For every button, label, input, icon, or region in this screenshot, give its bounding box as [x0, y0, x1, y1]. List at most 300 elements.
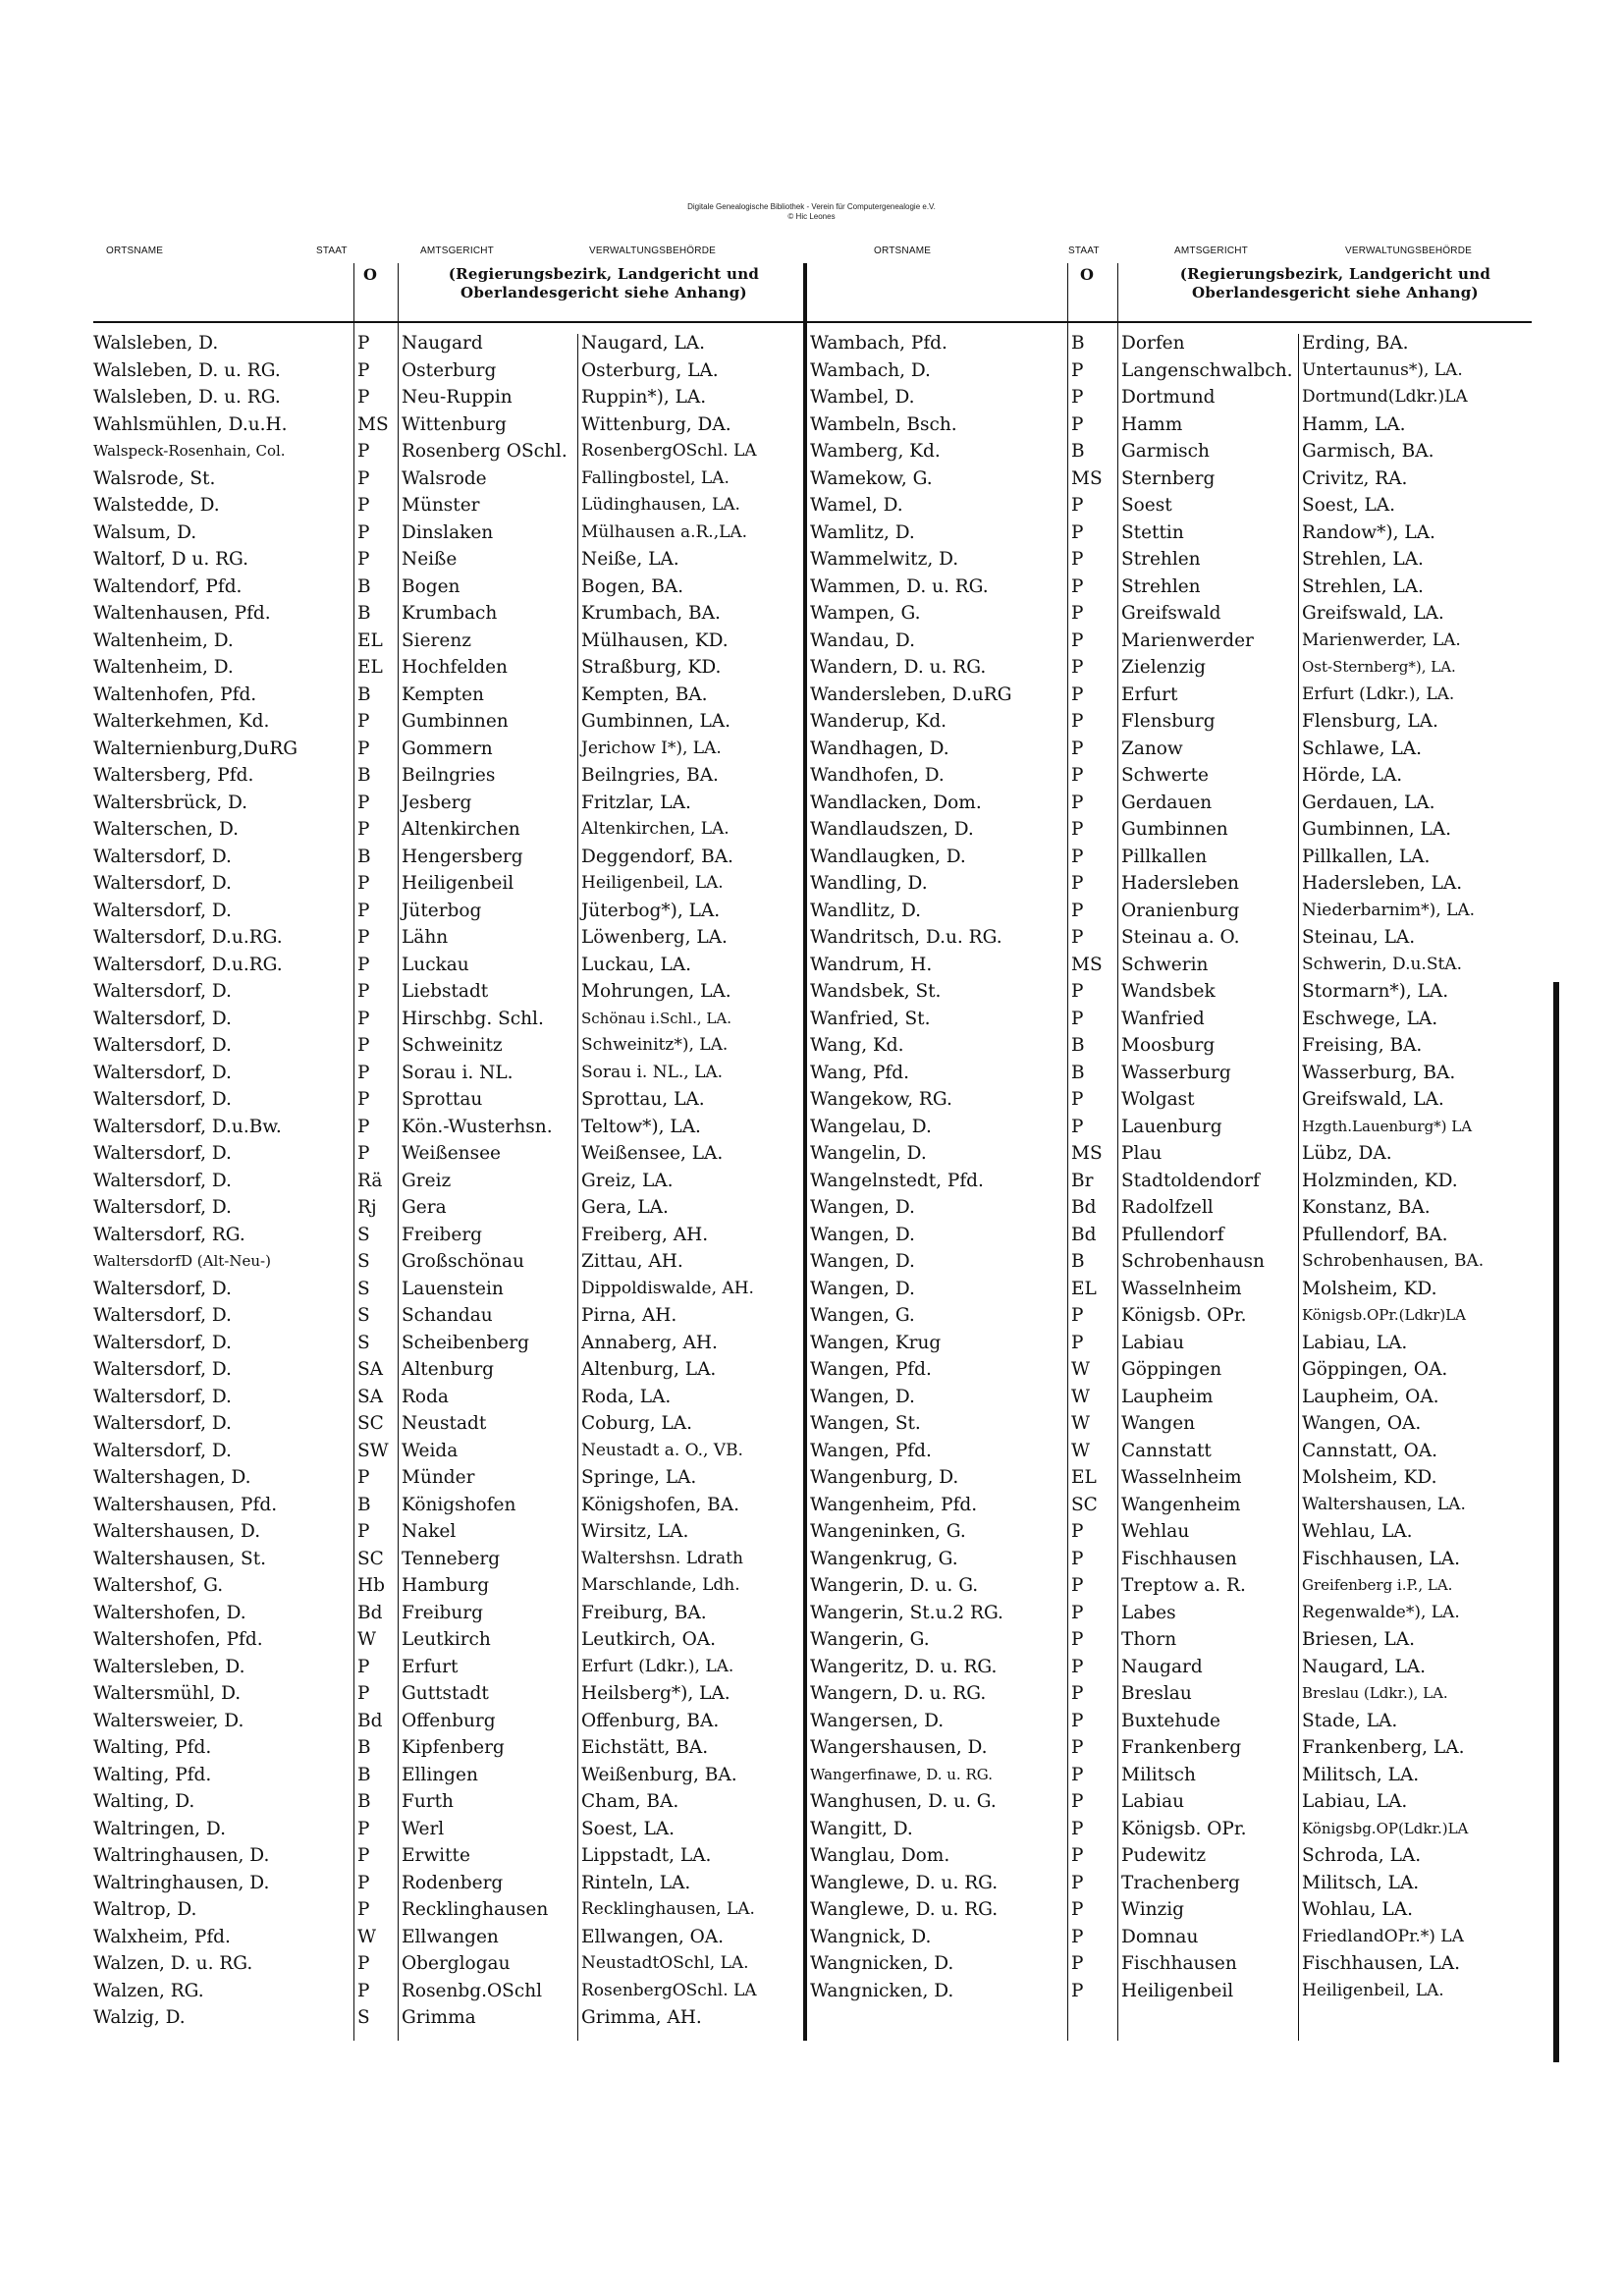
cell-ortsname: Waltersweier, D.	[93, 1710, 244, 1731]
table-row	[93, 1680, 801, 1708]
cell-staat: P	[357, 900, 370, 921]
cell-staat: P	[1071, 765, 1084, 786]
cell-staat: P	[357, 738, 370, 759]
cell-staat: P	[1071, 575, 1084, 597]
cell-verwaltung: Flensburg, LA.	[1302, 711, 1438, 732]
cell-amtsgericht: Freiberg	[402, 1224, 483, 1245]
cell-staat: W	[1071, 1440, 1091, 1461]
cell-ortsname: Waltersdorf, D.	[93, 1332, 232, 1353]
credit-line-2: © Hic Leones	[787, 212, 836, 221]
cell-staat: SC	[1071, 1494, 1098, 1515]
cell-verwaltung: Mülhausen, KD.	[581, 629, 729, 651]
subheader-note-line-2: Oberlandesgericht siehe Anhang)	[460, 284, 747, 301]
cell-staat: P	[357, 1980, 370, 2001]
cell-verwaltung: Eichstätt, BA.	[581, 1737, 709, 1758]
cell-verwaltung: FriedlandOPr.*) LA	[1302, 1926, 1464, 1946]
cell-staat: P	[357, 792, 370, 813]
cell-ortsname: Wangnicken, D.	[810, 1953, 954, 1974]
table-row	[93, 1032, 801, 1060]
table-row	[810, 816, 1530, 844]
cell-staat: P	[1071, 1521, 1084, 1542]
header-verwaltung-left: VERWALTUNGSBEHÖRDE	[589, 246, 716, 256]
cell-amtsgericht: Nakel	[402, 1521, 457, 1542]
cell-verwaltung: Krumbach, BA.	[581, 603, 721, 624]
cell-ortsname: Waltersdorf, D.	[93, 1170, 232, 1191]
cell-staat: P	[357, 954, 370, 975]
cell-amtsgericht: Kempten	[402, 683, 484, 705]
cell-ortsname: Waltershausen, D.	[93, 1521, 261, 1542]
table-row	[810, 1626, 1530, 1654]
cell-verwaltung: Lübz, DA.	[1302, 1143, 1392, 1164]
cell-verwaltung: Weißensee, LA.	[581, 1143, 724, 1164]
cell-staat: EL	[357, 629, 383, 651]
subheader-note-line-1: (Regierungsbezirk, Landgericht und	[448, 265, 760, 283]
cell-verwaltung: Stade, LA.	[1302, 1710, 1398, 1731]
cell-staat: S	[357, 1278, 370, 1299]
cell-staat: P	[1071, 521, 1084, 543]
cell-staat: SC	[357, 1413, 384, 1434]
staat-symbol-right: O	[1080, 265, 1094, 284]
table-row	[93, 682, 801, 709]
cell-verwaltung: Regenwalde*), LA.	[1302, 1602, 1460, 1622]
cell-amtsgericht: Dinslaken	[402, 521, 494, 543]
cell-ortsname: Waltersdorf, D.	[93, 1062, 232, 1083]
cell-staat: MS	[357, 413, 389, 435]
table-row	[810, 1438, 1530, 1465]
cell-verwaltung: Leutkirch, OA.	[581, 1629, 716, 1650]
table-row	[810, 1330, 1530, 1357]
table-row	[93, 654, 801, 682]
cell-verwaltung: Wangen, OA.	[1302, 1413, 1422, 1434]
cell-amtsgericht: Fischhausen	[1121, 1953, 1237, 1974]
cell-verwaltung: Lippstadt, LA.	[581, 1845, 712, 1866]
cell-ortsname: Wangerin, St.u.2 RG.	[810, 1602, 1003, 1623]
cell-verwaltung: Jüterbog*), LA.	[581, 900, 721, 921]
cell-verwaltung: Greiz, LA.	[581, 1170, 674, 1191]
cell-amtsgericht: Hamm	[1121, 413, 1183, 435]
table-row	[93, 411, 801, 439]
cell-amtsgericht: Pudewitz	[1121, 1845, 1207, 1866]
cell-staat: P	[357, 387, 370, 408]
table-row	[93, 1924, 801, 1951]
cell-staat: B	[357, 603, 371, 624]
cell-staat: P	[1071, 1710, 1084, 1731]
cell-staat: B	[1071, 1251, 1085, 1272]
cell-ortsname: Wandau, D.	[810, 629, 915, 651]
cell-amtsgericht: Radolfzell	[1121, 1197, 1214, 1218]
table-row	[93, 546, 801, 574]
cell-ortsname: Wanglewe, D. u. RG.	[810, 1899, 999, 1920]
cell-verwaltung: Jerichow I*), LA.	[581, 738, 722, 758]
cell-amtsgericht: Königshofen	[402, 1494, 516, 1515]
cell-ortsname: Wanglewe, D. u. RG.	[810, 1872, 999, 1893]
cell-ortsname: Wandrum, H.	[810, 954, 933, 975]
cell-staat: S	[357, 1251, 370, 1272]
cell-ortsname: Wangen, Pfd.	[810, 1359, 932, 1380]
cell-ortsname: Waltershagen, D.	[93, 1467, 251, 1488]
cell-verwaltung: Greifswald, LA.	[1302, 603, 1444, 624]
cell-amtsgericht: Wandsbek	[1121, 981, 1216, 1002]
cell-staat: S	[357, 2007, 370, 2028]
table-row	[93, 1438, 801, 1465]
cell-amtsgericht: Laupheim	[1121, 1386, 1214, 1407]
table-row	[810, 492, 1530, 519]
cell-verwaltung: Schlawe, LA.	[1302, 738, 1422, 759]
cell-amtsgericht: Schwerte	[1121, 765, 1209, 786]
cell-ortsname: Wang, Pfd.	[810, 1062, 909, 1083]
cell-ortsname: Waltersberg, Pfd.	[93, 765, 254, 786]
cell-ortsname: Wangnick, D.	[810, 1926, 932, 1947]
cell-verwaltung: Neiße, LA.	[581, 549, 679, 570]
cell-verwaltung: Waltershsn. Ldrath	[581, 1548, 743, 1568]
cell-staat: P	[1071, 549, 1084, 570]
cell-amtsgericht: Steinau a. O.	[1121, 927, 1240, 948]
cell-staat: P	[357, 1143, 370, 1164]
cell-amtsgericht: Naugard	[402, 333, 483, 354]
table-row	[93, 1762, 801, 1789]
cell-verwaltung: RosenbergOSchl. LA	[581, 441, 757, 461]
cell-verwaltung: Offenburg, BA.	[581, 1710, 720, 1731]
cell-ortsname: Wangenkrug, G.	[810, 1548, 958, 1569]
table-row	[93, 816, 801, 844]
cell-verwaltung: Ellwangen, OA.	[581, 1926, 724, 1947]
cell-staat: P	[1071, 1791, 1084, 1812]
cell-verwaltung: Crivitz, RA.	[1302, 467, 1408, 489]
table-row	[810, 384, 1530, 411]
table-row	[93, 924, 801, 952]
cell-ortsname: Waltersdorf, D.	[93, 846, 232, 867]
cell-ortsname: Waltersdorf, D.	[93, 981, 232, 1002]
cell-verwaltung: Bogen, BA.	[581, 575, 684, 597]
cell-verwaltung: Ost-Sternberg*), LA.	[1302, 658, 1456, 676]
cell-ortsname: Wangershausen, D.	[810, 1737, 988, 1758]
cell-verwaltung: Schrobenhausen, BA.	[1302, 1251, 1485, 1271]
cell-ortsname: Waltersdorf, D.	[93, 1359, 232, 1380]
cell-amtsgericht: Treptow a. R.	[1121, 1575, 1246, 1596]
cell-amtsgericht: Freiburg	[402, 1602, 483, 1623]
cell-verwaltung: Deggendorf, BA.	[581, 846, 733, 867]
cell-amtsgericht: Langenschwalbch.	[1121, 359, 1293, 381]
cell-ortsname: Waltershausen, St.	[93, 1548, 267, 1569]
cell-verwaltung: Molsheim, KD.	[1302, 1278, 1437, 1299]
cell-amtsgericht: Dorfen	[1121, 333, 1185, 354]
cell-ortsname: Wandlacken, Dom.	[810, 792, 982, 813]
cell-staat: Rä	[357, 1170, 383, 1191]
cell-verwaltung: Springe, LA.	[581, 1467, 697, 1488]
cell-amtsgericht: Schwerin	[1121, 954, 1209, 975]
cell-amtsgericht: Wangen	[1121, 1413, 1196, 1434]
table-row	[93, 1950, 801, 1978]
cell-verwaltung: Mohrungen, LA.	[581, 981, 731, 1002]
cell-ortsname: Walternienburg,DuRG	[93, 738, 298, 759]
cell-verwaltung: Molsheim, KD.	[1302, 1467, 1437, 1488]
cell-amtsgericht: Greiz	[402, 1170, 452, 1191]
cell-verwaltung: Wohlau, LA.	[1302, 1899, 1413, 1920]
table-row	[810, 519, 1530, 547]
cell-amtsgericht: Großschönau	[402, 1251, 524, 1272]
cell-staat: P	[357, 1116, 370, 1137]
cell-amtsgericht: Rosenbg.OSchl	[402, 1980, 543, 2001]
table-row	[93, 1572, 801, 1600]
table-row	[93, 1546, 801, 1573]
cell-verwaltung: Wasserburg, BA.	[1302, 1062, 1456, 1083]
table-row	[810, 1924, 1530, 1951]
cell-ortsname: Waltersdorf, D.	[93, 1143, 232, 1164]
cell-ortsname: Wamel, D.	[810, 495, 903, 516]
cell-ortsname: Waltorf, D u. RG.	[93, 549, 249, 570]
table-row	[810, 1248, 1530, 1276]
cell-staat: Bd	[357, 1602, 383, 1623]
cell-ortsname: Wangelin, D.	[810, 1143, 927, 1164]
table-row	[93, 1734, 801, 1762]
cell-verwaltung: Königsb.OPr.(Ldkr)LA	[1302, 1306, 1466, 1324]
cell-amtsgericht: Oranienburg	[1121, 900, 1240, 921]
table-row	[93, 790, 801, 817]
cell-amtsgericht: Furth	[402, 1791, 454, 1812]
cell-ortsname: Wangenburg, D.	[810, 1467, 959, 1488]
cell-staat: SA	[357, 1386, 384, 1407]
cell-ortsname: Wangerin, G.	[810, 1629, 930, 1650]
cell-amtsgericht: Schrobenhausn	[1121, 1251, 1265, 1272]
cell-verwaltung: Greifswald, LA.	[1302, 1089, 1444, 1110]
cell-staat: P	[1071, 981, 1084, 1002]
table-row	[93, 1140, 801, 1168]
cell-verwaltung: RosenbergOSchl. LA	[581, 1980, 757, 2000]
cell-verwaltung: Gumbinnen, LA.	[581, 711, 730, 732]
cell-ortsname: Waltersmühl, D.	[93, 1683, 242, 1704]
cell-verwaltung: Recklinghausen, LA.	[581, 1899, 755, 1919]
cell-amtsgericht: Schandau	[402, 1305, 493, 1326]
cell-staat: Bd	[1071, 1197, 1097, 1218]
cell-ortsname: Wangitt, D.	[810, 1818, 913, 1839]
cell-ortsname: Wangerin, D. u. G.	[810, 1575, 979, 1596]
cell-staat: S	[357, 1224, 370, 1245]
cell-amtsgericht: Stettin	[1121, 521, 1184, 543]
cell-amtsgericht: Recklinghausen	[402, 1899, 549, 1920]
cell-staat: P	[1071, 1953, 1084, 1974]
cell-staat: P	[357, 981, 370, 1002]
cell-amtsgericht: Jüterbog	[402, 900, 482, 921]
cell-staat: EL	[1071, 1278, 1097, 1299]
cell-ortsname: Wahlsmühlen, D.u.H.	[93, 413, 288, 435]
cell-staat: P	[1071, 359, 1084, 381]
cell-amtsgericht: Domnau	[1121, 1926, 1199, 1947]
table-row	[93, 1302, 801, 1330]
cell-ortsname: Wangerfinawe, D. u. RG.	[810, 1765, 993, 1783]
cell-amtsgericht: Münster	[402, 495, 480, 516]
cell-amtsgericht: Göppingen	[1121, 1359, 1222, 1380]
cell-amtsgericht: Walsrode	[402, 467, 487, 489]
cell-verwaltung: Zittau, AH.	[581, 1251, 683, 1272]
table-row	[93, 1194, 801, 1222]
table-row	[810, 1032, 1530, 1060]
cell-staat: P	[1071, 1764, 1084, 1785]
cell-staat: Rj	[357, 1197, 377, 1218]
cell-staat: W	[1071, 1386, 1091, 1407]
table-row	[93, 1870, 801, 1897]
cell-ortsname: Wangen, Pfd.	[810, 1440, 932, 1461]
cell-verwaltung: Hamm, LA.	[1302, 413, 1406, 435]
staat-symbol-left: O	[363, 265, 377, 284]
cell-amtsgericht: Gumbinnen	[402, 711, 509, 732]
cell-staat: P	[1071, 1116, 1084, 1137]
cell-amtsgericht: Garmisch	[1121, 441, 1210, 462]
cell-ortsname: WaltersdorfD (Alt-Neu-)	[93, 1252, 271, 1270]
cell-staat: P	[357, 495, 370, 516]
cell-ortsname: Waltenhausen, Pfd.	[93, 603, 271, 624]
table-row	[810, 1680, 1530, 1708]
cell-ortsname: Waltringhausen, D.	[93, 1872, 270, 1893]
cell-amtsgericht: Altenkirchen	[402, 819, 520, 840]
cell-ortsname: Wangelnstedt, Pfd.	[810, 1170, 984, 1191]
cell-ortsname: Walterschen, D.	[93, 819, 240, 840]
cell-amtsgericht: Sprottau	[402, 1089, 483, 1110]
cell-staat: P	[1071, 1926, 1084, 1947]
cell-amtsgericht: Erfurt	[1121, 683, 1178, 705]
cell-verwaltung: Fritzlar, LA.	[581, 792, 691, 813]
cell-verwaltung: Frankenberg, LA.	[1302, 1737, 1465, 1758]
table-row	[93, 1060, 801, 1087]
cell-verwaltung: Soest, LA.	[1302, 495, 1395, 516]
cell-staat: P	[1071, 1737, 1084, 1758]
cell-verwaltung: Königsbg.OP(Ldkr.)LA	[1302, 1819, 1469, 1837]
cell-ortsname: Waltersdorf, D.	[93, 873, 232, 894]
cell-staat: P	[1071, 927, 1084, 948]
cell-amtsgericht: Wasselnheim	[1121, 1278, 1242, 1299]
cell-ortsname: Wambach, D.	[810, 359, 931, 381]
cell-amtsgericht: Hengersberg	[402, 846, 523, 867]
cell-amtsgericht: Wittenburg	[402, 413, 507, 435]
table-row	[93, 438, 801, 465]
table-row	[93, 384, 801, 411]
cell-amtsgericht: Heiligenbeil	[1121, 1980, 1234, 2001]
cell-ortsname: Wanglau, Dom.	[810, 1845, 950, 1866]
cell-staat: P	[357, 1062, 370, 1083]
cell-ortsname: Walsrode, St.	[93, 467, 216, 489]
cell-ortsname: Wamekow, G.	[810, 467, 933, 489]
cell-ortsname: Wangen, D.	[810, 1251, 915, 1272]
cell-verwaltung: Konstanz, BA.	[1302, 1197, 1431, 1218]
table-row	[810, 1788, 1530, 1816]
cell-staat: B	[357, 575, 371, 597]
cell-ortsname: Walsleben, D.	[93, 333, 219, 354]
cell-amtsgericht: Jesberg	[402, 792, 472, 813]
cell-ortsname: Wangenheim, Pfd.	[810, 1494, 978, 1515]
table-row	[810, 1222, 1530, 1249]
table-row	[810, 708, 1530, 736]
table-row	[93, 1816, 801, 1843]
cell-ortsname: Wandhagen, D.	[810, 738, 949, 759]
cell-amtsgericht: Frankenberg	[1121, 1737, 1242, 1758]
table-row	[810, 870, 1530, 898]
cell-staat: B	[357, 1764, 371, 1785]
cell-verwaltung: Hadersleben, LA.	[1302, 873, 1463, 894]
table-row	[93, 1276, 801, 1303]
cell-ortsname: Walspeck-Rosenhain, Col.	[93, 442, 286, 460]
cell-ortsname: Waltershofen, Pfd.	[93, 1629, 263, 1650]
cell-ortsname: Wammen, D. u. RG.	[810, 575, 989, 597]
table-row	[810, 1654, 1530, 1681]
cell-amtsgericht: Oberglogau	[402, 1953, 511, 1974]
cell-amtsgericht: Pillkallen	[1121, 846, 1208, 867]
table-row	[93, 1842, 801, 1870]
cell-amtsgericht: Zielenzig	[1121, 657, 1207, 678]
cell-ortsname: Wandhofen, D.	[810, 765, 945, 786]
cell-amtsgericht: Neustadt	[402, 1413, 487, 1434]
cell-verwaltung: Labiau, LA.	[1302, 1791, 1408, 1812]
cell-staat: P	[357, 1467, 370, 1488]
cell-ortsname: Waltenheim, D.	[93, 629, 234, 651]
cell-amtsgericht: Strehlen	[1121, 549, 1201, 570]
table-row	[93, 1788, 801, 1816]
cell-verwaltung: Beilngries, BA.	[581, 765, 719, 786]
cell-ortsname: Wamlitz, D.	[810, 521, 915, 543]
cell-amtsgericht: Roda	[402, 1386, 449, 1407]
cell-verwaltung: Gerdauen, LA.	[1302, 792, 1435, 813]
cell-amtsgericht: Strehlen	[1121, 575, 1201, 597]
cell-staat: P	[1071, 846, 1084, 867]
table-row	[93, 357, 801, 385]
cell-verwaltung: NeustadtOSchl, LA.	[581, 1953, 749, 1973]
cell-ortsname: Walsleben, D. u. RG.	[93, 359, 281, 381]
cell-staat: P	[1071, 629, 1084, 651]
subheader-note-right	[1129, 265, 1542, 302]
table-row	[810, 357, 1530, 385]
table-row	[810, 1816, 1530, 1843]
cell-staat: P	[1071, 495, 1084, 516]
table-row	[810, 924, 1530, 952]
cell-staat: P	[357, 873, 370, 894]
cell-verwaltung: Briesen, LA.	[1302, 1629, 1415, 1650]
table-row	[93, 978, 801, 1006]
cell-amtsgericht: Sorau i. NL.	[402, 1062, 514, 1083]
cell-ortsname: Wangen, Krug	[810, 1332, 942, 1353]
cell-amtsgericht: Werl	[402, 1818, 445, 1839]
cell-ortsname: Walsum, D.	[93, 521, 197, 543]
cell-verwaltung: Wittenburg, DA.	[581, 413, 731, 435]
subheader-note-left	[412, 265, 795, 302]
cell-staat: P	[1071, 603, 1084, 624]
cell-ortsname: Waltersdorf, D.u.RG.	[93, 954, 283, 975]
header-staat-right: STAAT	[1068, 246, 1100, 256]
cell-staat: W	[357, 1926, 377, 1947]
cell-verwaltung: Neustadt a. O., VB.	[581, 1440, 743, 1460]
table-row	[93, 844, 801, 871]
cell-staat: P	[1071, 1629, 1084, 1650]
cell-ortsname: Waltersdorf, D.	[93, 1440, 232, 1461]
cell-amtsgericht: Neiße	[402, 549, 458, 570]
header-ortsname-right: ORTSNAME	[874, 246, 932, 256]
cell-ortsname: Wandsbek, St.	[810, 981, 942, 1002]
table-row	[93, 492, 801, 519]
cell-verwaltung: Schroda, LA.	[1302, 1845, 1422, 1866]
subheader-note-line-2: Oberlandesgericht siehe Anhang)	[1192, 284, 1479, 301]
cell-verwaltung: Strehlen, LA.	[1302, 549, 1424, 570]
cell-amtsgericht: Bogen	[402, 575, 460, 597]
cell-staat: P	[357, 1845, 370, 1866]
cell-amtsgericht: Buxtehude	[1121, 1710, 1220, 1731]
cell-amtsgericht: Gumbinnen	[1121, 819, 1228, 840]
cell-staat: B	[357, 1791, 371, 1812]
cell-staat: P	[1071, 683, 1084, 705]
cell-verwaltung: Pirna, AH.	[581, 1305, 677, 1326]
table-row	[810, 1734, 1530, 1762]
table-row	[810, 1842, 1530, 1870]
cell-verwaltung: Heilsberg*), LA.	[581, 1683, 730, 1704]
cell-amtsgericht: Grimma	[402, 2007, 476, 2028]
cell-verwaltung: Ruppin*), LA.	[581, 387, 707, 408]
credit-notice	[0, 202, 1623, 222]
